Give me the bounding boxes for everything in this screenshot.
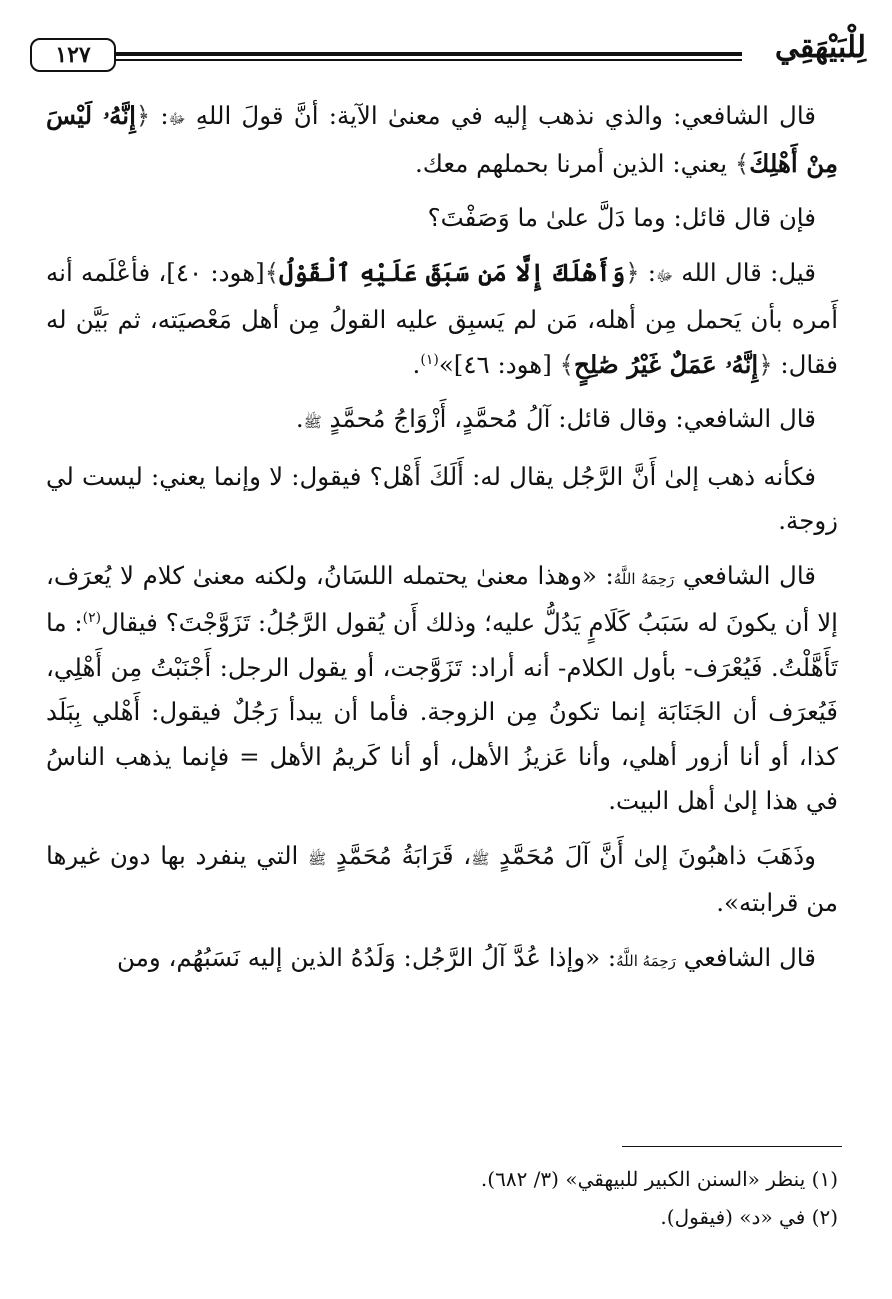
text-run: قال الشافعي [674,560,816,590]
header-rule-thin [116,59,742,61]
text-run: فكأنه ذهب إلىٰ أَنَّ الرَّجُل يقال له: أَلَكَ أَهْل؟ فيقول: لا وإنما يعني: ليست لي زوجة. [46,461,838,535]
text-run: يعني: الذين أمرنا بحملهم معك. [414,148,735,178]
honorific-glyph: رَحِمَهُ اللَّهُ [613,569,675,588]
honorific-glyph: ﷻ [656,266,673,285]
page-header [24,26,870,78]
text-run: قال الشافعي: وقال قائل: آلُ مُحمَّدٍ، أَزْوَاجُ مُحمَّدٍ [321,404,816,433]
paragraph-p2 [46,196,838,241]
text-run: [هود: ٤٠]، فأعْلَمه أنه أَمره بأن يَحمل مِن أهله، مَن لم يَسبِق عليه القولُ مِن أهل مَعْصيَته، ثم بَيَّن له فقال: [46,257,838,379]
text-run: . [295,404,304,433]
text-run: وذَهَبَ ذاهبُونَ إلىٰ أَنَّ آلَ مُحَمَّدٍ [489,840,817,870]
quran-verse: وَأَهْلَكَ إِلَّا مَن سَبَقَ عَلَيْهِ ٱلْقَوْلُ [279,257,626,287]
main-text [46,94,838,993]
quran-bracket: ﴾ [264,257,280,287]
paragraph-p4 [46,397,838,445]
honorific-glyph: رَحِمَهُ اللَّهُ [616,951,676,970]
paragraph-p6 [46,554,838,824]
footnotes [46,1160,838,1236]
footnote-separator [622,1146,842,1147]
paragraph-p3 [46,251,838,388]
footnote-reference: (١) [420,351,439,368]
text-run: قال الشافعي: والذي نذهب إليه في معنىٰ الآية: أنَّ قولَ اللهِ [185,101,817,130]
footnote-fn1: (١) ينظر «السنن الكبير للبيهقي» (٣/ ٦٨٢). [480,1167,838,1191]
paragraph-p1 [46,94,838,186]
text-run: : [639,257,657,287]
footnote-reference: (٢) [82,609,102,626]
paragraph-p8 [46,936,838,984]
text-run: قال الشافعي [675,942,816,972]
footnote-fn2: (٢) في «د» (فيقول). [660,1205,838,1229]
quran-bracket: ﴾ [559,349,574,379]
text-run: : ما تَأَهَّلْتُ. فَيُعْرَف- بأول الكلام- أنه أراد: تَزَوَّجت، أو يقول الرجل: أَجْنَبْتُ مِن أَهْلِي، فَيُعرَف أن الجَنَابَة إنما تكونُ مِن الزوجة. فأما أن يبدأ رَجُلٌ فيقول: أَهْلي بِبَلَد كذا، أو أنا أزور أهلي، وأنا عَزيزُ الأهل، أو أنا كَريمُ الأهل = فإنما يذهب الناسُ في هذا إلىٰ أهل البيت. [46,608,838,815]
text-run: قيل: قال الله [673,257,817,287]
quran-bracket: ﴿ [625,257,640,287]
paragraph-p7 [46,834,838,926]
quran-bracket: ﴿ [135,101,151,130]
quran-verse: إِنَّهُۥ عَمَلٌ غَيْرُ صَٰلِحٍ [573,349,759,379]
text-run: [هود: ٤٦]» [438,349,560,379]
honorific-glyph: ﷺ [471,849,490,868]
text-run: . [412,349,421,379]
quran-verse: إِنَّهُۥ لَيْسَ مِنْ أَهْلِكَ [46,101,838,178]
text-run: التي ينفرد بها دون غيرها من قرابته». [46,840,838,917]
honorific-glyph: ﷺ [303,413,322,431]
honorific-glyph: ﷻ [168,110,186,128]
honorific-glyph: ﷺ [308,849,327,868]
text-run: : «وإذا عُدَّ آلُ الرَّجُل: وَلَدُهُ الذين إليه نَسَبُهُم، ومن [117,942,617,972]
page-number: ١٢٧ [55,42,91,68]
text-run: فإن قال قائل: وما دَلَّ علىٰ ما وَصَفْتَ؟ [427,203,816,232]
text-run: ، قَرَابَةُ مُحَمَّدٍ [326,840,472,870]
text-run: : «وهذا معنىٰ يحتمله اللسَانُ، ولكنه معنىٰ كلام لا يُعرَف، إلا أن يكونَ له سَبَبُ كَلَامٍ يَدُلُّ عليه؛ وذلك أَن يُقول الرَّجُلُ: تَزَوَّجْتَ؟ فيقال [46,560,838,637]
running-title: لِلْبَيْهَقِي [774,30,866,65]
header-rule-thick [116,52,742,56]
quran-bracket: ﴾ [734,148,750,178]
paragraph-p5 [46,455,838,544]
text-run: : [150,101,169,130]
quran-bracket: ﴿ [758,349,773,379]
page-number-box [30,38,116,72]
